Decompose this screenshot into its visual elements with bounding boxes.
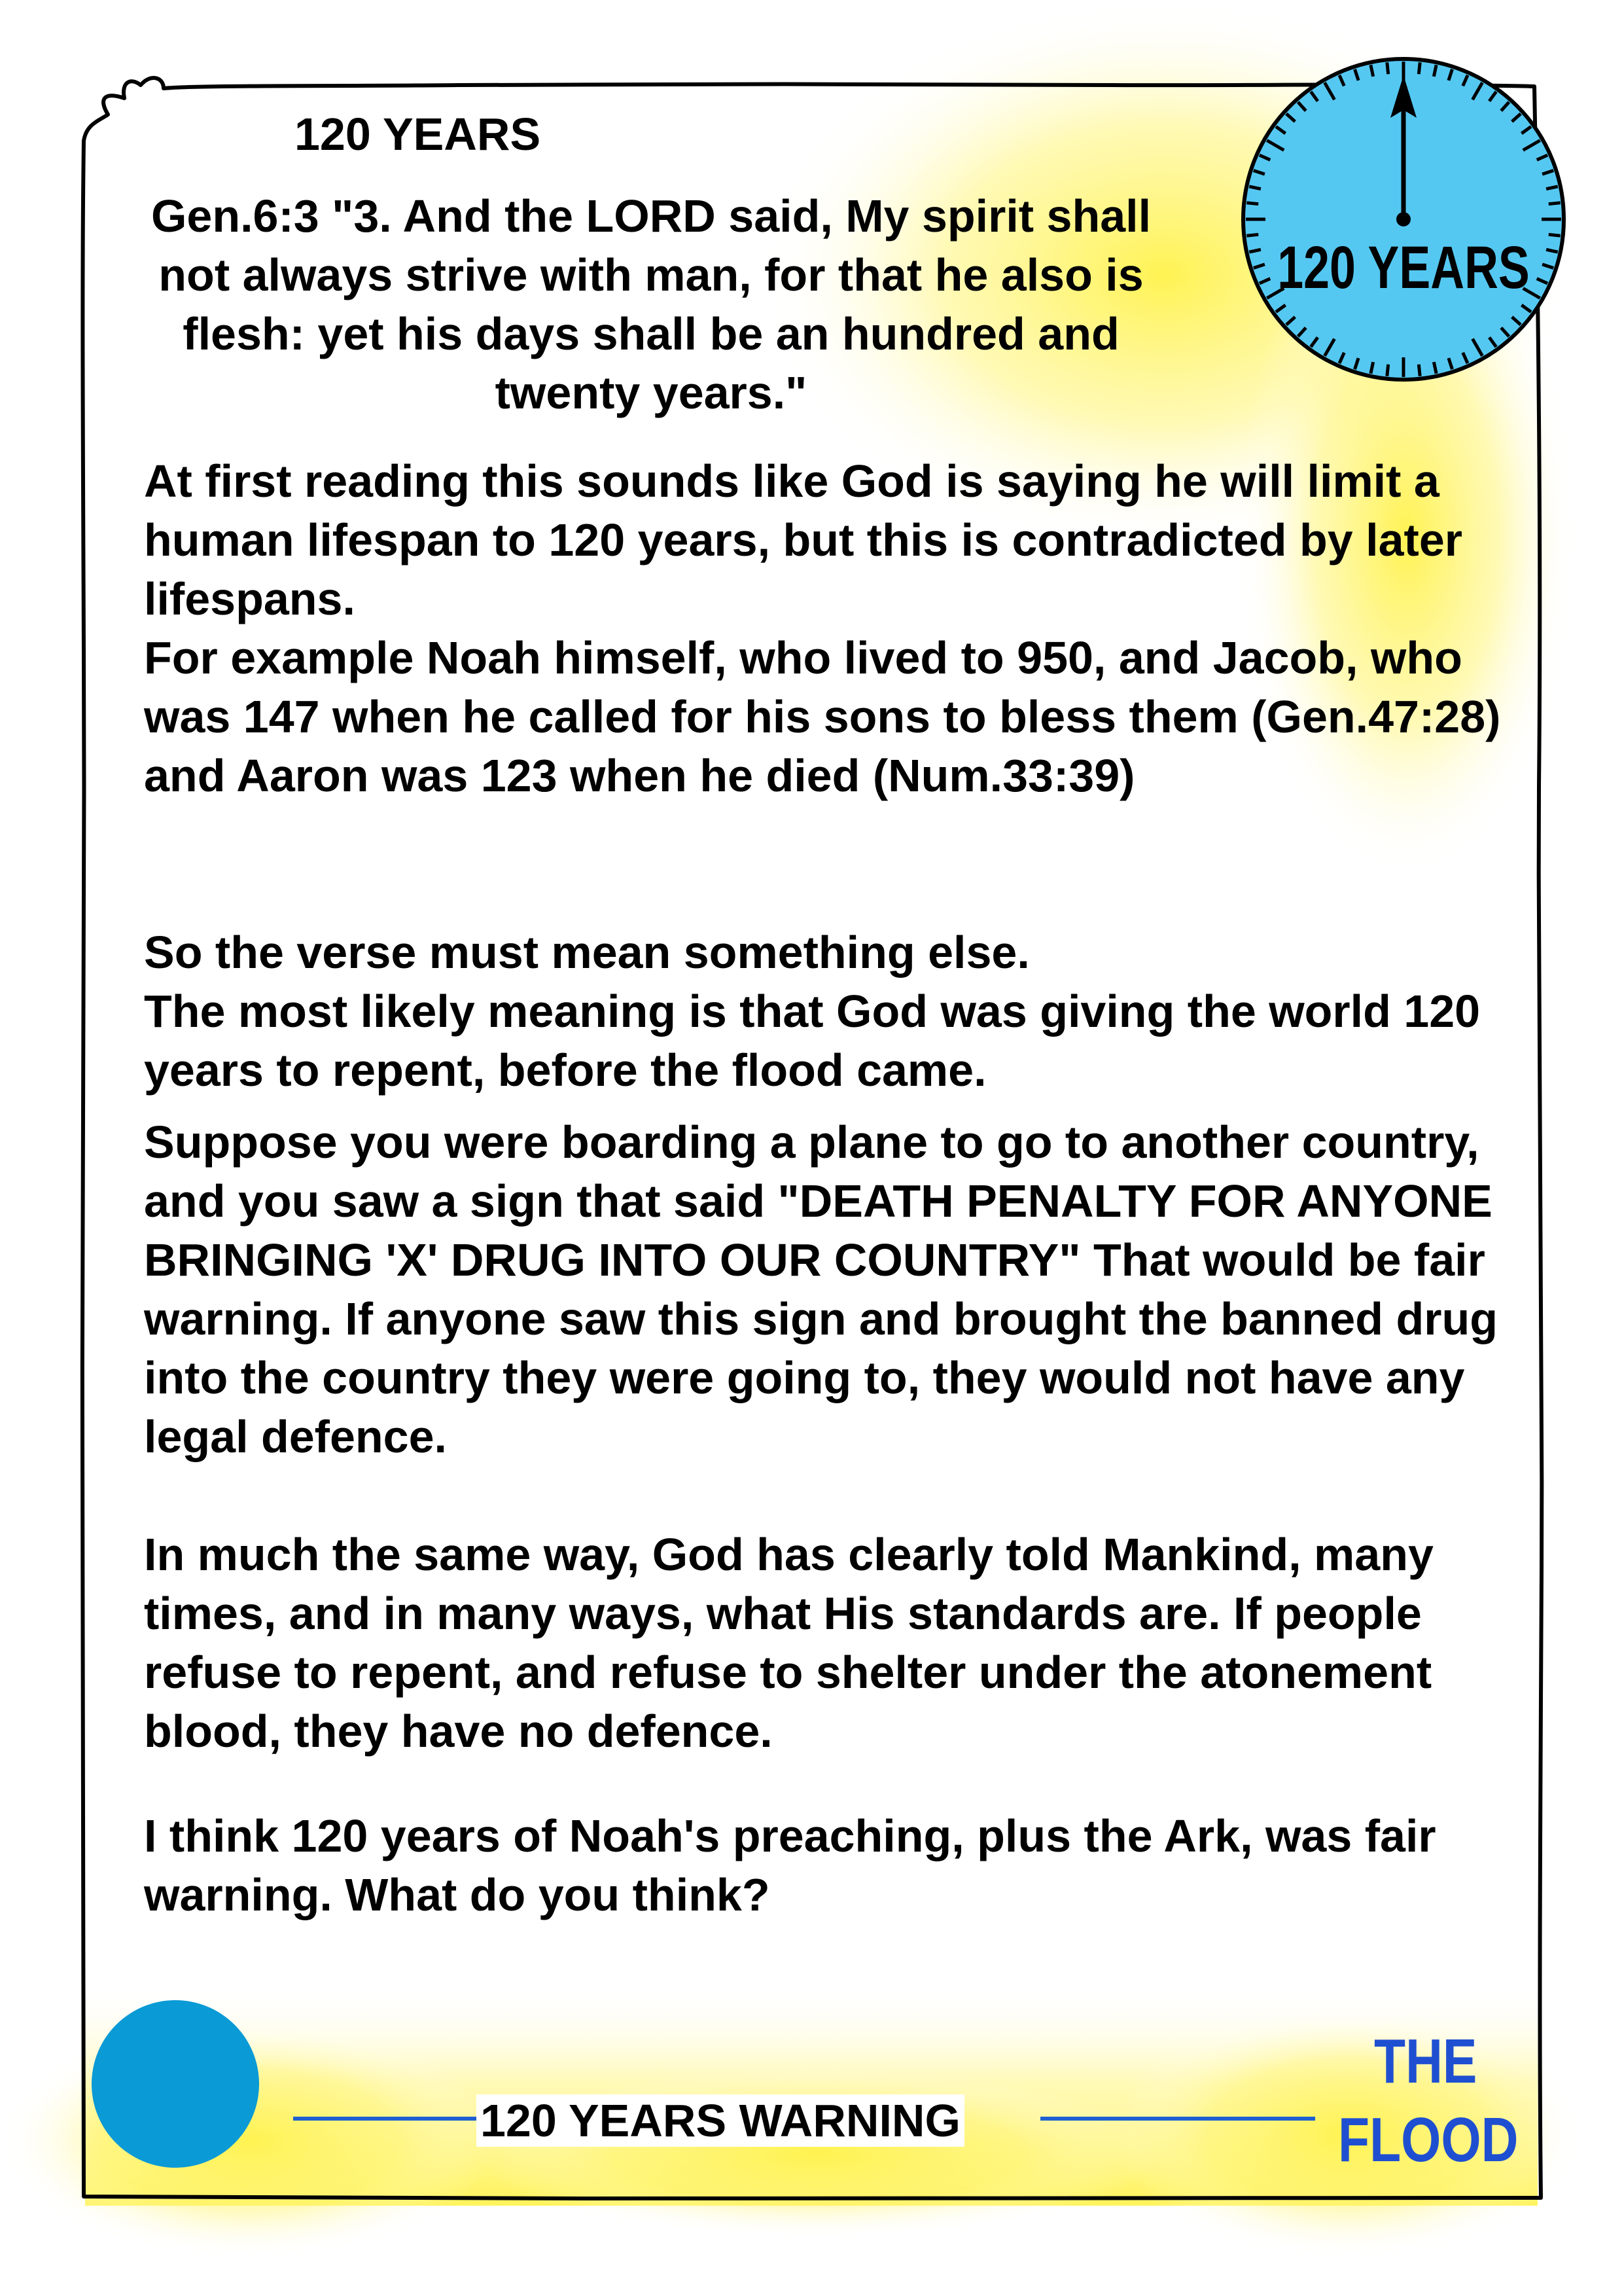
clock-label: 120 YEARS <box>1277 234 1530 302</box>
paragraph-standards: In much the same way, God has clearly told Mankind, many times, and in many ways, what His standards are. If people refuse to repent, and refuse to shelter under the atonement blood, they have no defence. <box>144 1529 1434 1757</box>
series-title-the: THE <box>1374 2026 1477 2096</box>
clock-tick <box>1549 203 1561 204</box>
clock-pivot <box>1396 212 1411 226</box>
series-title-flood: FLOOD <box>1338 2105 1519 2175</box>
clock-tick <box>1246 234 1258 236</box>
clock-tick <box>1387 62 1388 74</box>
paragraph-plane-analogy: Suppose you were boarding a plane to go to another country, and you saw a sign that said "DEATH PENALTY FOR ANYONE BRINGING 'X' DRUG INTO OUR COUNTRY" That would be fair warning. If anyone saw this sign and brought the banned drug into the country they were going to, they would not have any legal defence. <box>144 1117 1498 1462</box>
clock-tick <box>1387 365 1388 376</box>
clock-tick <box>1419 62 1420 74</box>
paragraph-likely-meaning: The most likely meaning is that God was giving the world 120 years to repent, before the flood came. <box>144 986 1481 1096</box>
paragraph-meaning: So the verse must mean something else. <box>144 927 1030 978</box>
scripture-verse: Gen.6:3 "3. And the LORD said, My spirit shall not always strive with man, for that he also is flesh: yet his days shall be an hundred and twenty years." <box>150 190 1152 418</box>
clock-illustration <box>1243 59 1564 380</box>
footer-dot <box>92 2000 259 2168</box>
paragraph-conclusion: I think 120 years of Noah's preaching, plus the Ark, was fair warning. What do you think? <box>144 1810 1436 1920</box>
clock-tick <box>1549 234 1561 236</box>
paragraph-lifespan: At first reading this sounds like God is saying he will limit a human lifespan to 120 years, but this is contradicted by later lifespans. <box>144 456 1462 624</box>
clock-tick <box>1246 203 1258 204</box>
paragraph-examples: For example Noah himself, who lived to 950, and Jacob, who was 147 when he called for his sons to bless them (Gen.47:28) and Aaron was 123 when he died (Num.33:39) <box>144 632 1501 801</box>
footer-title: 120 YEARS WARNING <box>476 2094 964 2147</box>
clock-tick <box>1419 365 1420 376</box>
page-title: 120 YEARS <box>294 109 541 160</box>
